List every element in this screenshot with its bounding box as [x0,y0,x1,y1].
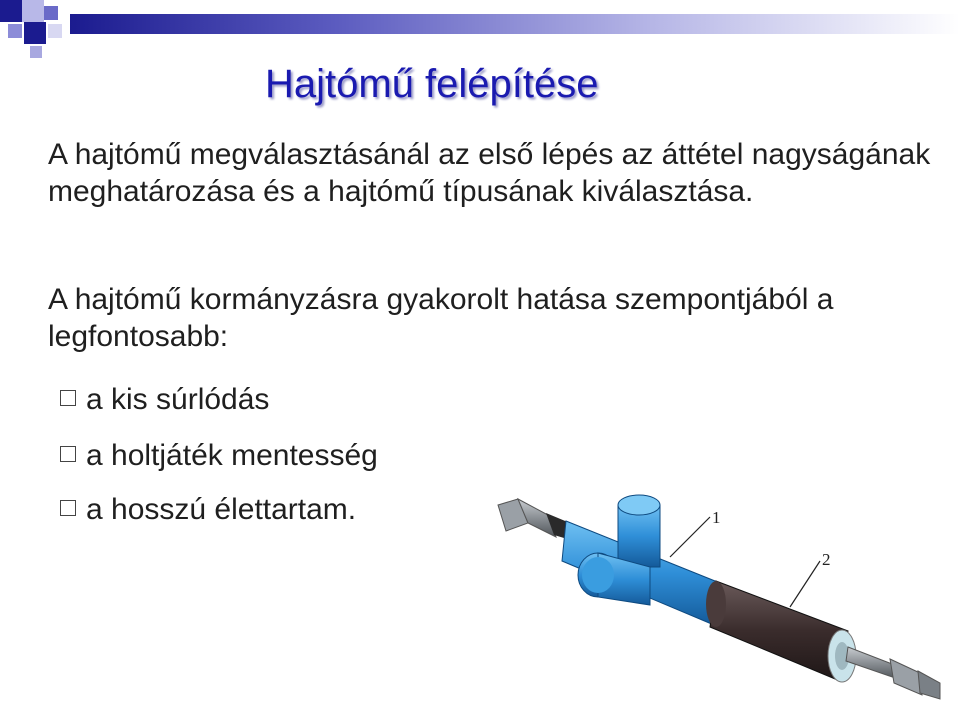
gradient-stripe [70,14,960,34]
callout-line-1 [670,517,710,557]
bullet-item [60,437,378,474]
deco-square [0,0,22,22]
decorative-header-bar [0,0,960,62]
deco-square [24,22,46,44]
callout-line-2 [790,561,820,607]
callout-label-2: 2 [822,550,831,569]
deco-square [22,0,44,22]
intro-paragraph: A hajtómű megválasztásánál az első lépés az áttétel nagyságának meghatározása és a hajtómű típusának kiválasztása. [48,138,931,208]
rack-housing [562,495,720,625]
deco-square [8,24,22,38]
callout-label-1: 1 [712,508,721,527]
bullet-item [60,381,269,418]
deco-square [44,6,58,20]
bullet-text: a hosszú élettartam. [86,493,357,526]
checkbox-bullet-icon [60,500,76,516]
deco-square [48,24,62,38]
criteria-paragraph: A hajtómű kormányzásra gyakorolt hatása szempontjából a legfontosabb: [48,283,834,353]
bullet-text: a kis súrlódás [86,383,270,416]
rubber-boot [706,581,856,682]
right-tie-rod [846,647,940,699]
bullet-item [60,491,356,528]
deco-square [30,46,42,58]
left-tie-rod [498,499,574,541]
bullet-text: a holtjáték mentesség [86,439,378,472]
steering-gear-illustration [470,475,960,717]
checkbox-bullet-icon [60,390,76,406]
slide-title: Hajtómű felépítése [265,62,599,106]
checkbox-bullet-icon [60,446,76,462]
